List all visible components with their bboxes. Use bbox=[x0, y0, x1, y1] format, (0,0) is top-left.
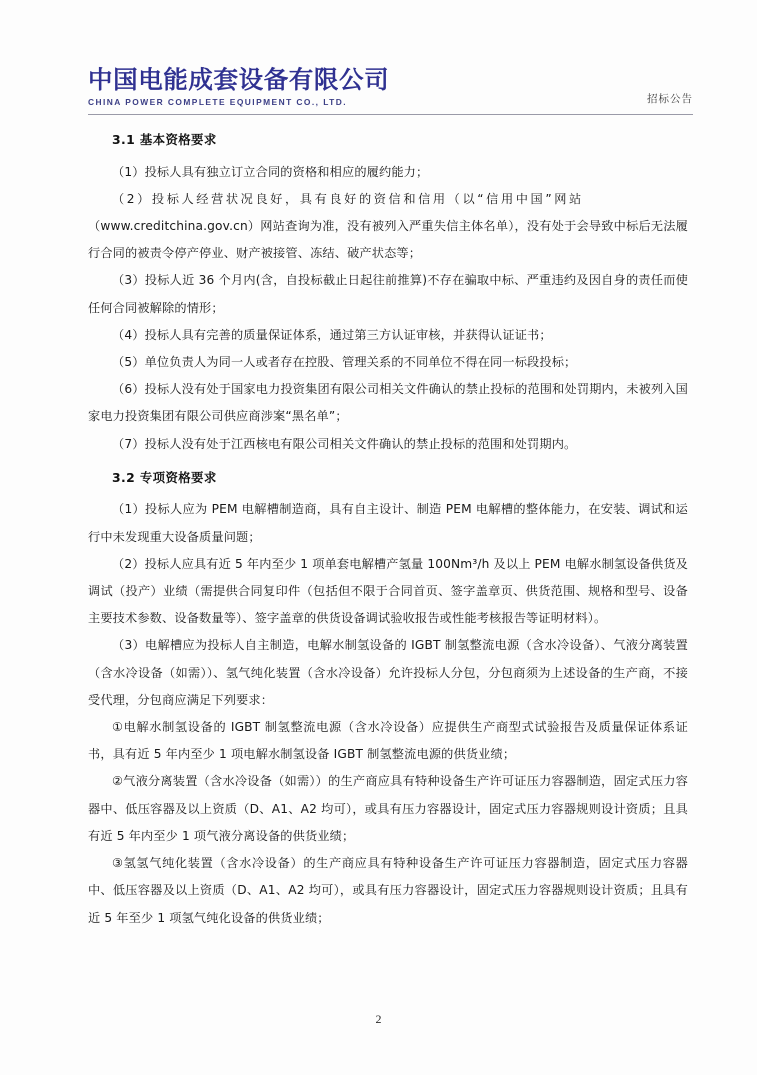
subclause-3-2-3-c: ③氢氢气纯化装置（含水冷设备）的生产商应具有特种设备生产许可证压力容器制造，固定式压力容器中、低压容器及以上资质（D、A1、A2 均可），或具有压力容器设计，固定式压力容器规则设计资质；且具有近 5 年至少 1 项氢气纯化设备的供货业绩； bbox=[88, 856, 688, 925]
page-header bbox=[88, 65, 693, 114]
clause-3-1-6: （6）投标人没有处于国家电力投资集团有限公司相关文件确认的禁止投标的范围和处罚期内，未被列入国家电力投资集团有限公司供应商涉案“黑名单”； bbox=[88, 382, 688, 424]
page-footer bbox=[0, 1008, 757, 1027]
subclause-3-2-3-a: ①电解水制氢设备的 IGBT 制氢整流电源（含水冷设备）应提供生产商型式试验报告及质量保证体系证书，具有近 5 年内至少 1 项电解水制氢设备 IGBT 制氢整流电源的供货业绩； bbox=[88, 720, 688, 762]
company-logo bbox=[88, 65, 390, 107]
clause-3-1-1: （1）投标人具有独立订立合同的资格和相应的履约能力； bbox=[112, 164, 429, 179]
clause-3-1-5: （5）单位负责人为同一人或者存在控股、管理关系的不同单位不得在同一标段投标； bbox=[112, 355, 577, 370]
clause-3-1-3: （3）投标人近 36 个月内(含，自投标截止日起往前推算)不存在骗取中标、严重违约及因自身的责任而使任何合同被解除的情形； bbox=[88, 273, 688, 315]
clause-3-1-2-line1: （2）投标人经营状况良好，具有良好的资信和信用（以“信用中国”网站 bbox=[112, 191, 584, 206]
clause-3-2-3: （3）电解槽应为投标人自主制造，电解水制氢设备的 IGBT 制氢整流电源（含水冷设备）、气液分离装置（含水冷设备（如需））、氢气纯化装置（含水冷设备）允许投标人分包，分包商须为上述设备的生产商，不接受代理，分包商应满足下列要求： bbox=[88, 638, 688, 707]
clause-3-2-2: （2）投标人应具有近 5 年内至少 1 项单套电解槽产氢量 100Nm³/h 及以上 PEM 电解水制氢设备供货及调试（投产）业绩（需提供合同复印件（包括但不限于合同首页、签字盖章页、供货范围、规格和型号、设备主要技术参数、设备数量等）、签字盖章的供货设备调试验收报告或性能考核报告等证明材料）。 bbox=[88, 556, 688, 626]
section-heading-3-1: 3.1 基本资格要求 bbox=[112, 132, 217, 147]
clause-3-1-7: （7）投标人没有处于江西核电有限公司相关文件确认的禁止投标的范围和处罚期内。 bbox=[112, 436, 577, 451]
clause-3-1-2-line2: （www.creditchina.gov.cn）网站查询为准，没有被列入严重失信主体名单），没有处于会导致中标后无法履行合同的被责令停产停业、财产被接管、冻结、破产状态等； bbox=[88, 219, 688, 261]
clause-3-2-1: （1）投标人应为 PEM 电解槽制造商，具有自主设计、制造 PEM 电解槽的整体能力，在安装、调试和运行中未发现重大设备质量问题； bbox=[88, 502, 688, 544]
page-number: 2 bbox=[375, 1012, 382, 1026]
clause-3-1-4: （4）投标人具有完善的质量保证体系，通过第三方认证审核，并获得认证证书； bbox=[112, 327, 552, 342]
document-type-label: 招标公告 bbox=[647, 93, 693, 105]
company-name-english: CHINA POWER COMPLETE EQUIPMENT CO., LTD. bbox=[88, 96, 347, 107]
header-divider bbox=[88, 114, 693, 115]
subclause-3-2-3-b: ②气液分离装置（含水冷设备（如需））的生产商应具有特种设备生产许可证压力容器制造，固定式压力容器中、低压容器及以上资质（D、A1、A2 均可），或具有压力容器设计，固定式压力容器规则设计资质；且具有近 5 年内至少 1 项气液分离设备的供货业绩； bbox=[88, 774, 688, 843]
document-body bbox=[88, 131, 688, 932]
company-name-chinese: 中国电能成套设备有限公司 bbox=[88, 65, 390, 94]
section-heading-3-2: 3.2 专项资格要求 bbox=[112, 469, 217, 485]
